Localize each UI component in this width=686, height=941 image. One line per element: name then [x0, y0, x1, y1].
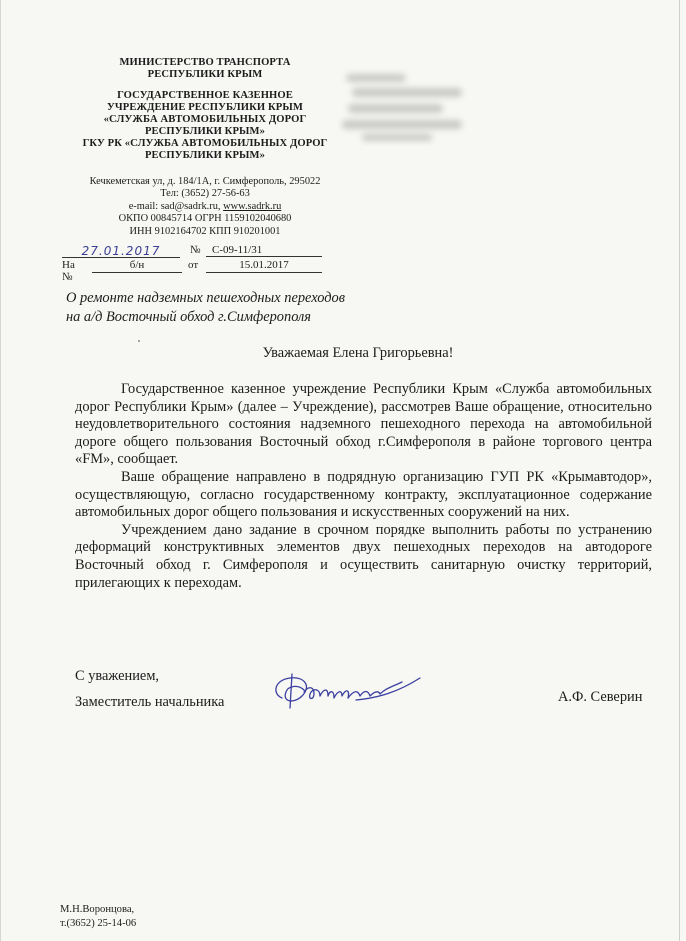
address: Кечкеметская ул, д. 184/1А, г. Симферополь, 295022	[89, 176, 321, 187]
email: e-mail: sad@sadrk.ru,	[128, 200, 221, 212]
number-label: №	[190, 244, 201, 256]
outgoing-date: 27.01.2017	[81, 244, 161, 258]
ministry-line: МИНИСТЕРСТВО ТРАНСПОРТА	[119, 57, 291, 68]
website-link[interactable]: www.sadrk.ru	[223, 200, 282, 212]
reference-number: б/н	[129, 259, 145, 271]
letterhead	[60, 57, 350, 162]
org-codes: ОКПО 00845714 ОГРН 1159102040680	[118, 213, 292, 225]
greeting: Уважаемая Елена Григорьевна!	[262, 345, 454, 361]
ministry-line: РЕСПУБЛИКИ КРЫМ	[147, 69, 263, 80]
letter-subject	[66, 289, 345, 327]
closing	[75, 663, 224, 715]
reference-date-field	[206, 259, 322, 273]
body-paragraph: Учреждением дано задание в срочном порядке выполнить работы по устранению деформаций конструктивных элементов двух пешеходных переходов на автодороге Восточный обход г. Симферополя и осуществить санитарную очистку территорий, прилегающих к переходам.	[75, 521, 652, 591]
scan-speck	[138, 340, 140, 342]
institution-line: «СЛУЖБА АВТОМОБИЛЬНЫХ ДОРОГ	[103, 114, 307, 125]
institution-line: УЧРЕЖДЕНИЕ РЕСПУБЛИКИ КРЫМ	[107, 102, 303, 113]
letter-body	[75, 381, 652, 592]
institution-line: ГКУ РК «СЛУЖБА АВТОМОБИЛЬНЫХ ДОРОГ	[82, 138, 328, 149]
reference-date: 15.01.2017	[239, 259, 289, 271]
reference-label: На №	[62, 259, 75, 283]
redacted-addressee	[338, 68, 488, 146]
body-paragraph: Ваше обращение направлено в подрядную организацию ГУП РК «Крымавтодор», осуществляющую, согласно государственному контракту, эксплуатационное содержание автомобильных дорог общего пользования и искусственных сооружений на них.	[75, 468, 652, 521]
subject-line: О ремонте надземных пешеходных переходов	[66, 290, 345, 306]
page-edge-right	[679, 0, 680, 941]
handwritten-signature	[268, 668, 433, 718]
signer-name: А.Ф. Северин	[558, 689, 643, 705]
institution-line: РЕСПУБЛИКИ КРЫМ»	[144, 150, 266, 161]
outgoing-date-field	[62, 244, 180, 258]
letterhead-contacts	[60, 176, 350, 238]
outgoing-number: С-09-11/31	[212, 244, 263, 256]
executor-phone: т.(3652) 25-14-06	[60, 918, 137, 929]
email-line	[60, 201, 350, 213]
phone: Тел: (3652) 27-56-63	[160, 188, 250, 200]
outgoing-number-field	[206, 244, 322, 257]
subject-line: на а/д Восточный обход г.Симферополя	[66, 309, 311, 325]
institution-line: РЕСПУБЛИКИ КРЫМ»	[144, 126, 266, 137]
page-edge-left	[0, 0, 1, 941]
tax-codes: ИНН 9102164702 КПП 910201001	[129, 225, 281, 237]
reference-number-field	[92, 259, 182, 273]
executor-info	[60, 903, 136, 931]
institution-line: ГОСУДАРСТВЕННОЕ КАЗЕННОЕ	[117, 90, 293, 101]
signer-position: Заместитель начальника	[75, 694, 225, 710]
executor-name: М.Н.Воронцова,	[60, 904, 135, 915]
body-paragraph: Государственное казенное учреждение Республики Крым «Служба автомобильных дорог Республики Крым» (далее – Учреждение), рассмотрев Ваше обращение, относительно неудовлетворительного состояния надземного пешеходного перехода на автомобильной дороге общего пользования Восточный обход г.Симферополя в районе торгового центра «FM», сообщает.	[75, 381, 652, 468]
regards: С уважением,	[75, 668, 160, 684]
from-label: от	[188, 259, 199, 271]
